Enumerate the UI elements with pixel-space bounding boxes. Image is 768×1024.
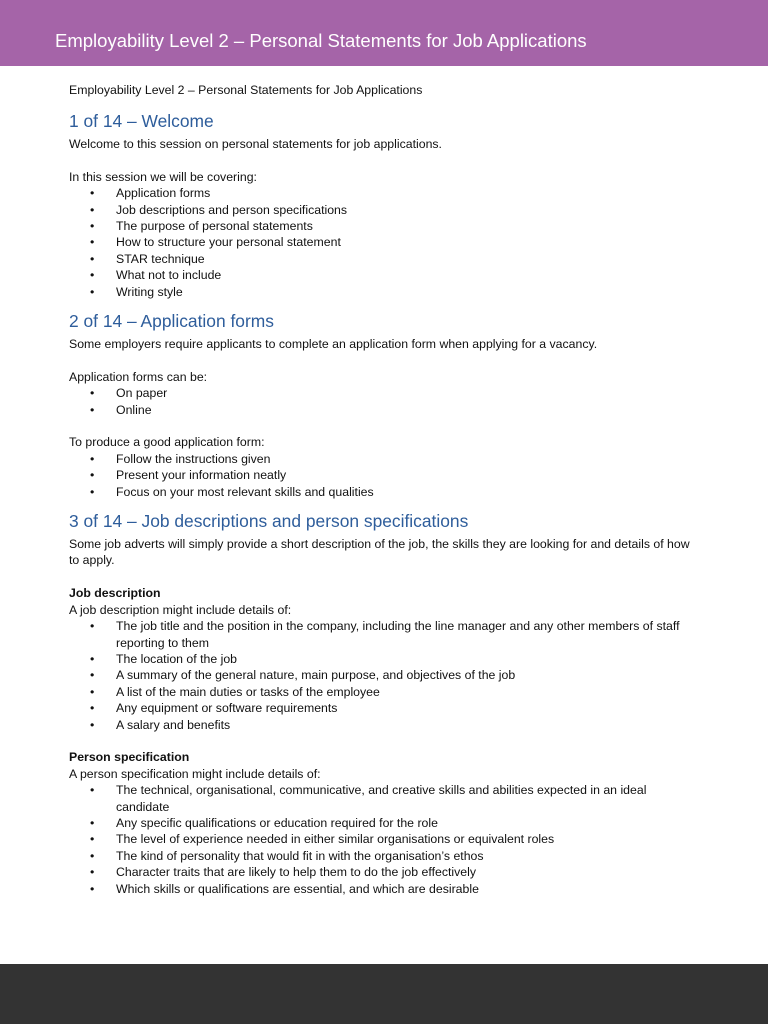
list-item: • STAR technique bbox=[69, 251, 701, 267]
section-heading: 3 of 14 – Job descriptions and person specifications bbox=[69, 511, 469, 532]
bullet-list bbox=[69, 618, 701, 733]
list-item: • On paper bbox=[69, 385, 701, 401]
paragraph: Some job adverts will simply provide a short description of the job, the skills they are looking for and details of how to apply. bbox=[69, 537, 690, 568]
footer-bar bbox=[0, 964, 768, 1024]
sub-heading: Job description bbox=[69, 586, 161, 601]
list-item: • What not to include bbox=[69, 267, 701, 283]
top-banner bbox=[0, 0, 768, 66]
list-item: • Any specific qualifications or education required for the role bbox=[69, 815, 701, 831]
list-item: • Which skills or qualifications are essential, and which are desirable bbox=[69, 881, 701, 897]
list-item: • The level of experience needed in either similar organisations or equivalent roles bbox=[69, 831, 701, 847]
list-item: • Present your information neatly bbox=[69, 467, 701, 483]
list-item: • Character traits that are likely to help them to do the job effectively bbox=[69, 864, 701, 880]
list-item: • The purpose of personal statements bbox=[69, 218, 701, 234]
paragraph: Some employers require applicants to complete an application form when applying for a vacancy. bbox=[69, 337, 598, 352]
running-header: Employability Level 2 – Personal Statements for Job Applications bbox=[69, 83, 423, 97]
list-item: • Follow the instructions given bbox=[69, 451, 701, 467]
section-heading: 2 of 14 – Application forms bbox=[69, 311, 274, 332]
list-item: • How to structure your personal statement bbox=[69, 234, 701, 250]
list-lead: In this session we will be covering: bbox=[69, 169, 257, 184]
list-lead: A job description might include details of: bbox=[69, 602, 292, 617]
list-item: • The job title and the position in the company, including the line manager and any other members of staff reporting to them bbox=[69, 618, 701, 651]
section-job-descriptions bbox=[69, 510, 701, 897]
document-body bbox=[69, 82, 701, 897]
bullet-list bbox=[69, 451, 701, 500]
section-heading: 1 of 14 – Welcome bbox=[69, 111, 214, 131]
list-lead: Application forms can be: bbox=[69, 369, 208, 384]
bullet-list bbox=[69, 385, 701, 418]
list-item: • Writing style bbox=[69, 284, 701, 300]
section-welcome bbox=[69, 110, 701, 300]
list-item: • A summary of the general nature, main purpose, and objectives of the job bbox=[69, 667, 701, 683]
list-item: • The location of the job bbox=[69, 651, 701, 667]
section-application-forms bbox=[69, 310, 701, 500]
list-item: • A salary and benefits bbox=[69, 717, 701, 733]
list-item: • The kind of personality that would fit in with the organisation’s ethos bbox=[69, 848, 701, 864]
bullet-list bbox=[69, 185, 701, 300]
paragraph: Welcome to this session on personal statements for job applications. bbox=[69, 137, 442, 151]
banner-title: Employability Level 2 – Personal Statements for Job Applications bbox=[55, 30, 587, 51]
list-item: • Job descriptions and person specifications bbox=[69, 202, 701, 218]
list-lead: A person specification might include details of: bbox=[69, 766, 321, 781]
sub-heading: Person specification bbox=[69, 750, 190, 765]
list-lead: To produce a good application form: bbox=[69, 435, 265, 450]
list-item: • Application forms bbox=[69, 185, 701, 201]
list-item: • A list of the main duties or tasks of the employee bbox=[69, 684, 701, 700]
list-item: • Any equipment or software requirements bbox=[69, 700, 701, 716]
list-item: • The technical, organisational, communicative, and creative skills and abilities expected in an ideal candidate bbox=[69, 782, 701, 815]
list-item: • Focus on your most relevant skills and qualities bbox=[69, 484, 701, 500]
list-item: • Online bbox=[69, 402, 701, 418]
bullet-list bbox=[69, 782, 701, 897]
